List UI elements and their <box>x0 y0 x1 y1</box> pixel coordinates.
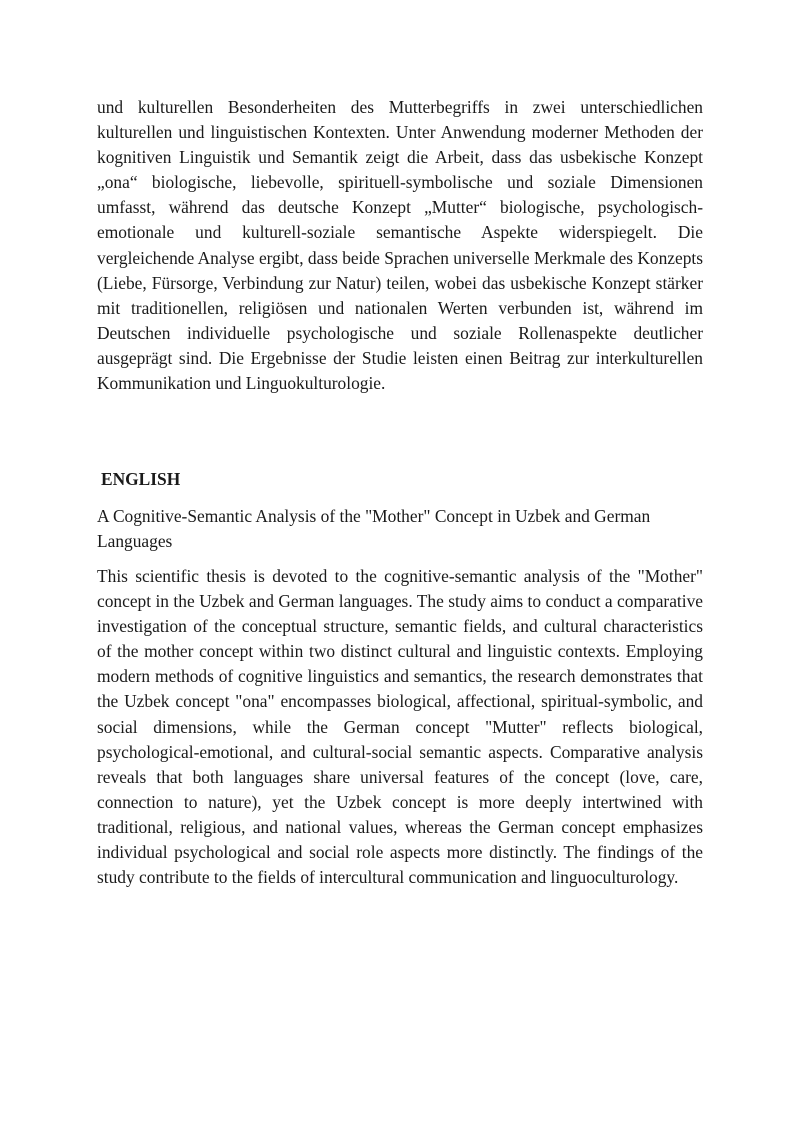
english-abstract <box>97 564 703 890</box>
english-paper-title: A Cognitive-Semantic Analysis of the "Mother" Concept in Uzbek and German Languages <box>97 506 651 551</box>
english-abstract-paragraph: This scientific thesis is devoted to the cognitive-semantic analysis of the "Mother" concept in the Uzbek and German languages. The study aims to conduct a comparative investigation of the conceptual structure, semantic fields, and cultural characteristics of the mother concept within two distinct cultural and linguistic contexts. Employing modern methods of cognitive linguistics and semantics, the research demonstrates that the Uzbek concept "ona" encompasses biological, affectional, spiritual-symbolic, and social dimensions, while the German concept "Mutter" reflects biological, psychological-emotional, and cultural-social semantic aspects. Comparative analysis reveals that both languages share universal features of the concept (love, care, connection to nature), yet the Uzbek concept is more deeply intertwined with traditional, religious, and national values, whereas the German concept emphasizes individual psychological and social role aspects more distinctly. The findings of the study contribute to the fields of intercultural communication and linguoculturology. <box>97 566 703 888</box>
english-section-heading: ENGLISH <box>101 469 181 489</box>
document-page <box>97 95 703 888</box>
german-abstract-paragraph: und kulturellen Besonderheiten des Mutterbegriffs in zwei unterschiedlichen kulturellen und linguistischen Kontexten. Unter Anwendung moderner Methoden der kognitiven Linguistik und Semantik zeigt die Arbeit, dass das usbekische Konzept „ona“ biologische, liebevolle, spirituell-symbolische und soziale Dimensionen umfasst, während das deutsche Konzept „Mutter“ biologische, psychologisch-emotionale und kulturell-soziale semantische Aspekte widerspiegelt. Die vergleichende Analyse ergibt, dass beide Sprachen universelle Merkmale des Konzepts (Liebe, Fürsorge, Verbindung zur Natur) teilen, wobei das usbekische Konzept stärker mit traditionellen, religiösen und nationalen Werten verbunden ist, während im Deutschen individuelle psychologische und soziale Rollenaspekte deutlicher ausgeprägt sind. Die Ergebnisse der Studie leisten einen Beitrag zur interkulturellen Kommunikation und Linguokulturologie. <box>97 97 703 394</box>
